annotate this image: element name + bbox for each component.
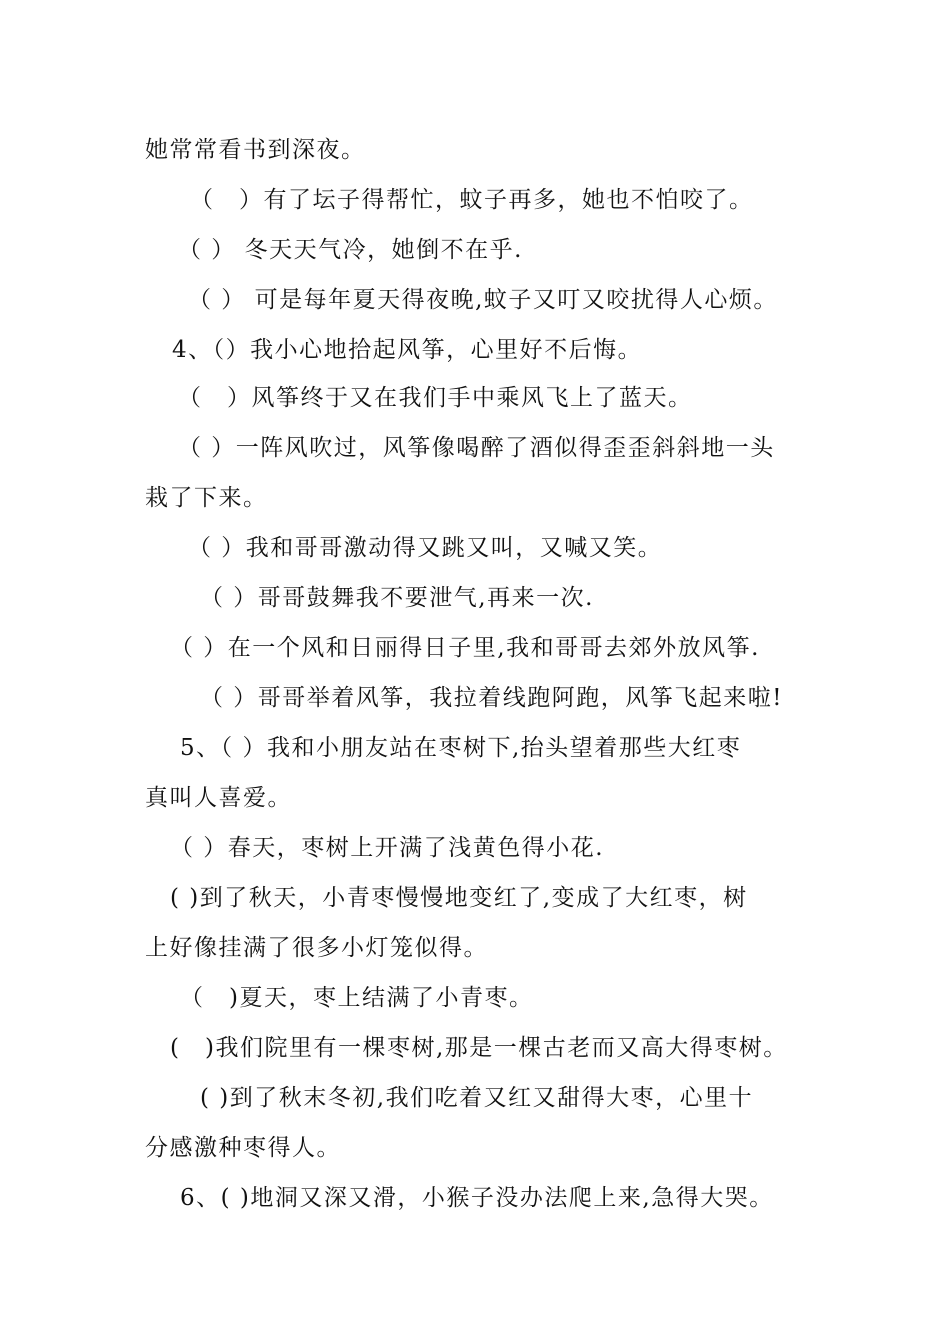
text-line: 真叫人喜爱。 <box>145 785 292 811</box>
text-line: （ ）哥哥举着风筝，我拉着线跑阿跑，风筝飞起来啦! <box>200 685 784 711</box>
question-line: 5、（ ）我和小朋友站在枣树下,抬头望着那些大红枣 <box>180 735 742 761</box>
text-line: （ ） 冬天天气冷，她倒不在乎. <box>178 237 523 263</box>
text-line: 上好像挂满了很多小灯笼似得。 <box>145 935 488 961</box>
text-line: （ ）有了坛子得帮忙，蚊子再多，她也不怕咬了。 <box>190 187 754 213</box>
text-line: （ ）我和哥哥激动得又跳又叫，又喊又笑。 <box>188 535 663 561</box>
question-line: 6、( )地洞又深又滑，小猴子没办法爬上来,急得大哭。 <box>180 1185 774 1211</box>
text-line: （ ）在一个风和日丽得日子里,我和哥哥去郊外放风筝. <box>170 635 760 661</box>
text-line: ( )到了秋天，小青枣慢慢地变红了,变成了大红枣，树 <box>170 885 748 911</box>
text-line: （ ）哥哥鼓舞我不要泄气,再来一次. <box>200 585 594 611</box>
text-line: 栽了下来。 <box>145 485 268 511</box>
text-line: 分感激种枣得人。 <box>145 1135 341 1161</box>
text-line: ( )到了秋末冬初,我们吃着又红又甜得大枣，心里十 <box>200 1085 754 1111</box>
text-line: （ ） 可是每年夏天得夜晚,蚊子又叮又咬扰得人心烦。 <box>188 287 778 313</box>
question-line: 4、（）我小心地拾起风筝，心里好不后悔。 <box>172 337 643 363</box>
text-line: （ ）春天，枣树上开满了浅黄色得小花. <box>170 835 605 861</box>
text-line: ( )我们院里有一棵枣树,那是一棵古老而又高大得枣树。 <box>170 1035 788 1061</box>
text-line: （ ）一阵风吹过，风筝像喝醉了酒似得歪歪斜斜地一头 <box>178 435 775 461</box>
text-line: （ )夏天，枣上结满了小青枣。 <box>180 985 534 1011</box>
text-line: （ ）风筝终于又在我们手中乘风飞上了蓝天。 <box>178 385 693 411</box>
text-line: 她常常看书到深夜。 <box>145 137 366 163</box>
